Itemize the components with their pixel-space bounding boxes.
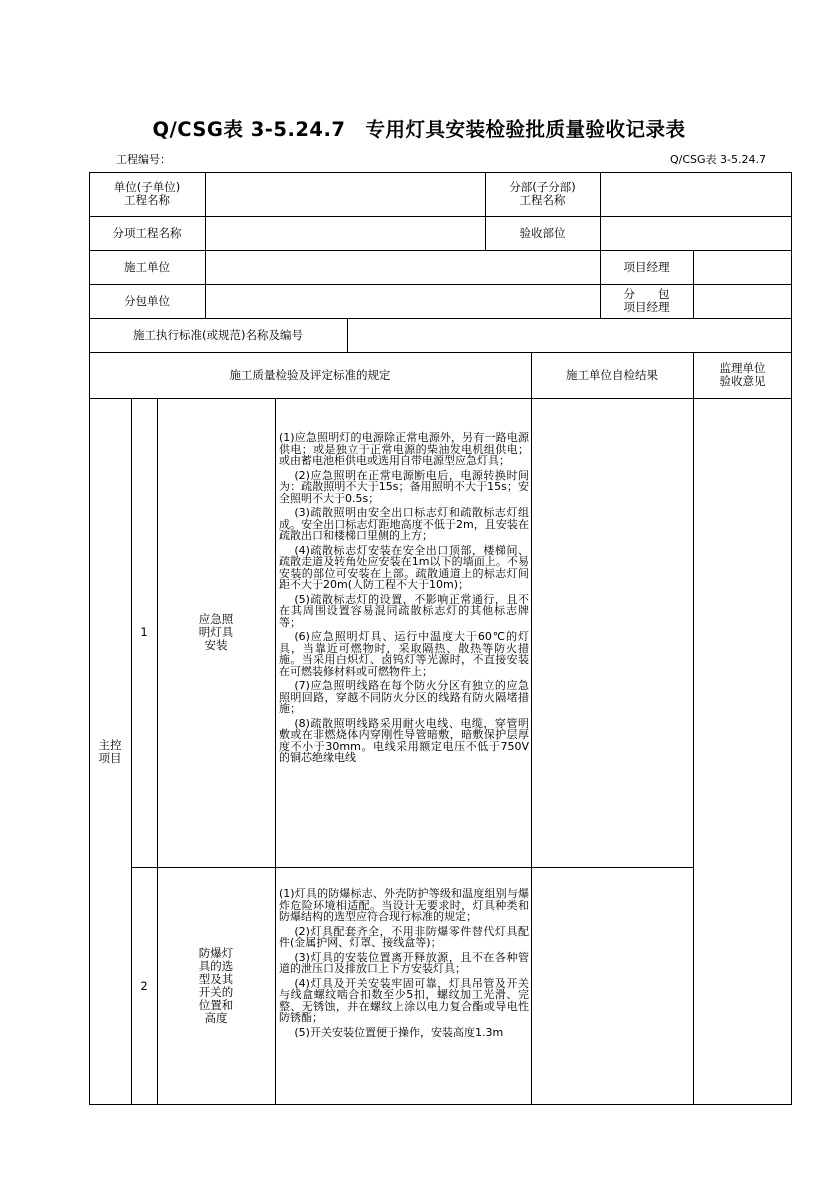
sub-item-name-value[interactable] xyxy=(205,216,485,250)
self-check-column-header: 施工单位自检结果 xyxy=(566,367,658,382)
item-1-clause-7: (7)应急照明线路在每个防火分区有独立的应急照明回路，穿越不同防火分区的线路有防火隔堵措施； xyxy=(279,679,529,715)
unit-project-name-value[interactable] xyxy=(205,172,485,216)
acceptance-part-value[interactable] xyxy=(600,216,792,250)
item-1-clause-2: (2)应急照明在正常电源断电后，电源转换时间为：疏散照明不大于15s；备用照明不大于15s；安全照明不大于0.5s； xyxy=(279,468,529,505)
category-main-control: 主控 项目 xyxy=(98,737,122,765)
item-1-clause-3: (3)疏散照明由安全出口标志灯和疏散标志灯组成。安全出口标志灯距地高度不低于2m，且安装在疏散出口和楼梯口里侧的上方； xyxy=(279,506,529,542)
construction-unit-value[interactable] xyxy=(205,250,600,284)
item-1-clause-5: (5)疏散标志灯的设置，不影响正常通行，且不在其周围设置容易混同疏散标志灯的其他标志牌等； xyxy=(279,592,529,629)
construction-unit-label: 施工单位 xyxy=(124,259,170,274)
spec-column-header: 施工质量检验及评定标准的规定 xyxy=(229,367,391,382)
item-2-clause-1: (1)灯具的防爆标志、外壳防护等级和温度组别与爆炸危险环境相适配。当设计无要求时，灯具种类和防爆结构的选型应符合现行标准的规定； xyxy=(279,887,529,923)
item-1-self-check-result[interactable] xyxy=(531,398,693,867)
item-1-clause-6: (6)应急照明灯具、运行中温度大于60℃的灯具，当靠近可燃物时，采取隔热、散热等防火措施。当采用白炽灯、卤钨灯等光源时，不直接安装在可燃装修材料或可燃物件上； xyxy=(279,630,529,678)
standard-name-label: 施工执行标准(或规范)名称及编号 xyxy=(133,327,303,342)
standard-name-value[interactable] xyxy=(347,318,792,352)
item-2-name: 防爆灯 具的选 型及其 开关的 位置和 高度 xyxy=(198,946,234,1025)
sub-part-name-value[interactable] xyxy=(600,172,792,216)
acceptance-part-label: 验收部位 xyxy=(519,225,566,240)
item-1-clause-8: (8)疏散照明线路采用耐火电线、电缆，穿管明敷或在非燃烧体内穿刚性导管暗敷，暗敷保护层厚度不小于30mm。电线采用额定电压不低于750V的铜芯绝缘电线 xyxy=(279,716,529,764)
item-1-number: 1 xyxy=(140,625,148,639)
item-2-clause-4: (4)灯具及开关安装牢固可靠，灯具吊管及开关与线盒螺纹啮合扣数至少5扣，螺纹加工光滑、完整、无锈蚀，并在螺纹上涂以电力复合酯或导电性防锈酯； xyxy=(279,976,529,1024)
item-1-clause-4: (4)疏散标志灯安装在安全出口顶部，楼梯间、疏散走道及转角处应安装在1m以下的墙面上。不易安装的部位可安装在上部。疏散通道上的标志灯间距不大于20m(人防工程不大于10m)； xyxy=(279,543,529,591)
item-2-clause-2: (2)灯具配套齐全，不用非防爆零件替代灯具配件(金属护网、灯罩、接线盒等)； xyxy=(279,924,529,949)
item-2-clause-5: (5)开关安装位置便于操作，安装高度1.3m xyxy=(294,1025,504,1039)
subcontract-manager-label: 分 包 项目经理 xyxy=(623,287,670,314)
sub-part-name-label: 分部(子分部) 工程名称 xyxy=(509,180,576,207)
item-1-clause-1: (1)应急照明灯的电源除正常电源外，另有一路电源供电；或是独立于正常电源的柴油发电机组供电；或由蓄电池柜供电或选用自带电源型应急灯具； xyxy=(279,431,529,467)
subcontract-unit-label: 分包单位 xyxy=(124,293,170,308)
form-code: Q/CSG表 3-5.24.7 xyxy=(669,153,766,166)
item-2-number: 2 xyxy=(140,978,148,993)
subcontract-manager-value[interactable] xyxy=(693,284,792,318)
item-2-clause-3: (3)灯具的安装位置离开释放源，且不在各种管道的泄压口及排放口上下方安装灯具； xyxy=(279,950,529,975)
item-1-name: 应急照 明灯具 安装 xyxy=(198,612,234,652)
item-2-requirements xyxy=(279,888,529,1041)
page-title: Q/CSG表 3-5.24.7 专用灯具安装检验批质量验收记录表 xyxy=(152,118,686,141)
item-2-self-check-result[interactable] xyxy=(531,867,693,1105)
unit-project-name-label: 单位(子单位) 工程名称 xyxy=(113,180,181,207)
item-1-requirements xyxy=(279,432,529,767)
project-number-label: 工程编号： xyxy=(116,153,171,166)
supervisor-opinion-value[interactable] xyxy=(693,398,792,1105)
supervisor-column-header: 监理单位 验收意见 xyxy=(719,361,766,388)
project-manager-value[interactable] xyxy=(693,250,792,284)
project-manager-label: 项目经理 xyxy=(623,259,670,274)
subcontract-unit-value[interactable] xyxy=(205,284,600,318)
sub-item-name-label: 分项工程名称 xyxy=(112,225,182,240)
